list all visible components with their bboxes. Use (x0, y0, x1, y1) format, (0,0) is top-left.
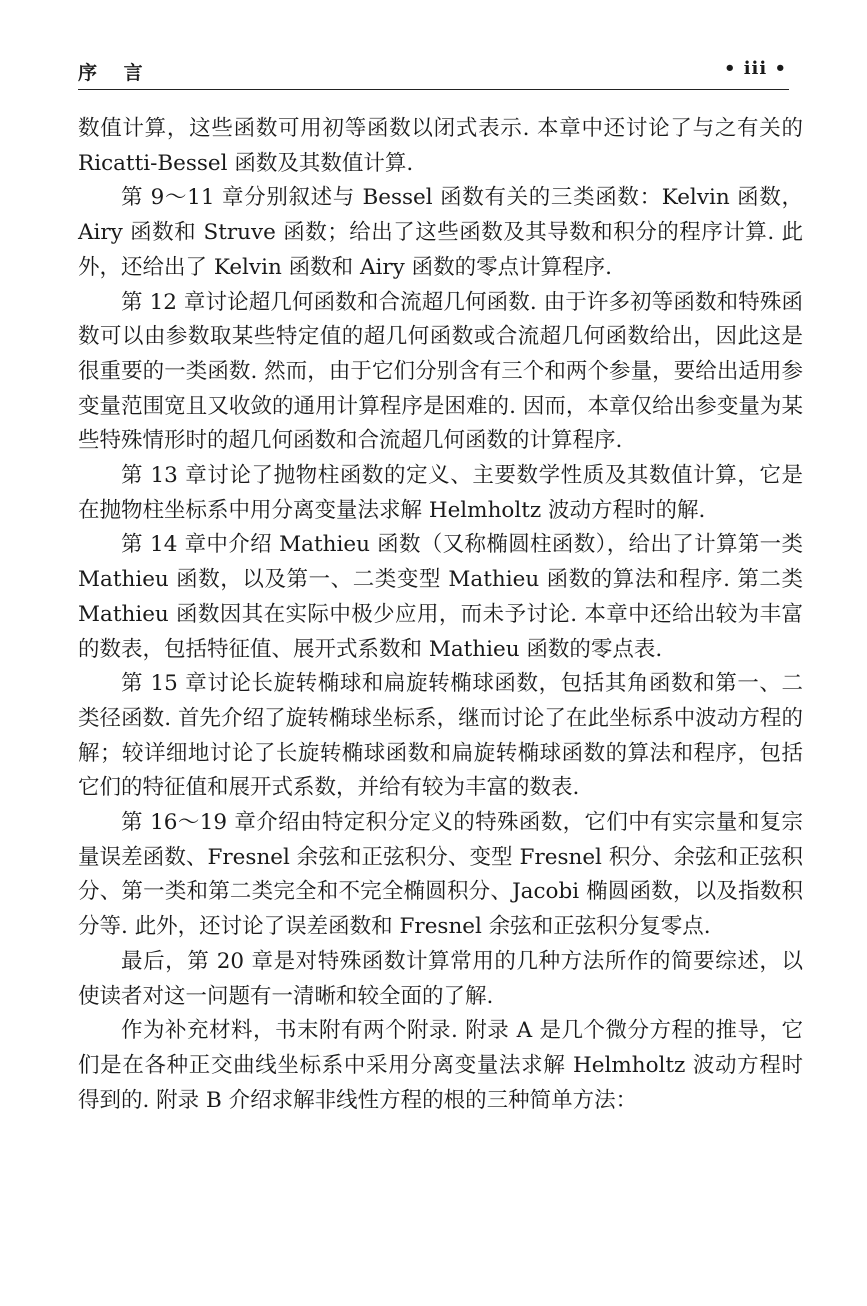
paragraph-chapter-15: 第 15 章讨论长旋转椭球和扁旋转椭球函数，包括其角函数和第一、二类径函数. 首先介绍了旋转椭球坐标系，继而讨论了在此坐标系中波动方程的解；较详细地讨论了长旋转椭球函数和扁旋转椭球函数的算法和程序，包括它们的特征值和展开式系数，并给有较为丰富的数表. (78, 671, 803, 801)
section-title: 序 言 (78, 62, 153, 84)
paragraph-chapters-9-11: 第 9～11 章分别叙述与 Bessel 函数有关的三类函数：Kelvin 函数，Airy 函数和 Struve 函数；给出了这些函数及其导数和积分的程序计算. 此外，还给出了 Kelvin 函数和 Airy 函数的零点计算程序. (78, 185, 803, 280)
header-rule (78, 89, 789, 90)
paragraph-chapter-13: 第 13 章讨论了抛物柱函数的定义、主要数学性质及其数值计算，它是在抛物柱坐标系中用分离变量法求解 Helmholtz 波动方程时的解. (78, 463, 803, 523)
paragraph-chapters-16-19: 第 16～19 章介绍由特定积分定义的特殊函数，它们中有实宗量和复宗量误差函数、Fresnel 余弦和正弦积分、变型 Fresnel 积分、余弦和正弦积分、第一类和第二类完全和不完全椭圆积分、Jacobi 椭圆函数，以及指数积分等. 此外，还讨论了误差函数和 Fresnel 余弦和正弦积分复零点. (78, 810, 803, 940)
paragraph-appendices: 作为补充材料，书末附有两个附录. 附录 A 是几个微分方程的推导，它们是在各种正交曲线坐标系中采用分离变量法求解 Helmholtz 波动方程时得到的. 附录 B 介绍求解非线性方程的根的三种简单方法： (78, 1018, 803, 1113)
body-text (78, 112, 803, 1118)
paragraph-continuation: 数值计算，这些函数可用初等函数以闭式表示. 本章中还讨论了与之有关的 Ricatti-Bessel 函数及其数值计算. (78, 116, 803, 176)
running-header (78, 58, 787, 88)
paragraph-chapter-12: 第 12 章讨论超几何函数和合流超几何函数. 由于许多初等函数和特殊函数可以由参数取某些特定值的超几何函数或合流超几何函数给出，因此这是很重要的一类函数. 然而，由于它们分别含有三个和两个参量，要给出适用参变量范围宽且又收敛的通用计算程序是困难的. 因而，本章仅给出参变量为某些特殊情形时的超几何函数和合流超几何函数的计算程序. (78, 289, 803, 454)
page-number: • iii • (723, 58, 787, 79)
paragraph-chapter-20: 最后，第 20 章是对特殊函数计算常用的几种方法所作的简要综述，以使读者对这一问题有一清晰和较全面的了解. (78, 948, 803, 1009)
paragraph-chapter-14: 第 14 章中介绍 Mathieu 函数（又称椭圆柱函数），给出了计算第一类 Mathieu 函数，以及第一、二类变型 Mathieu 函数的算法和程序. 第二类 Mathieu 函数因其在实际中极少应用，而未予讨论. 本章中还给出较为丰富的数表，包括特征值、展开式系数和 Mathieu 函数的零点表. (78, 532, 803, 662)
